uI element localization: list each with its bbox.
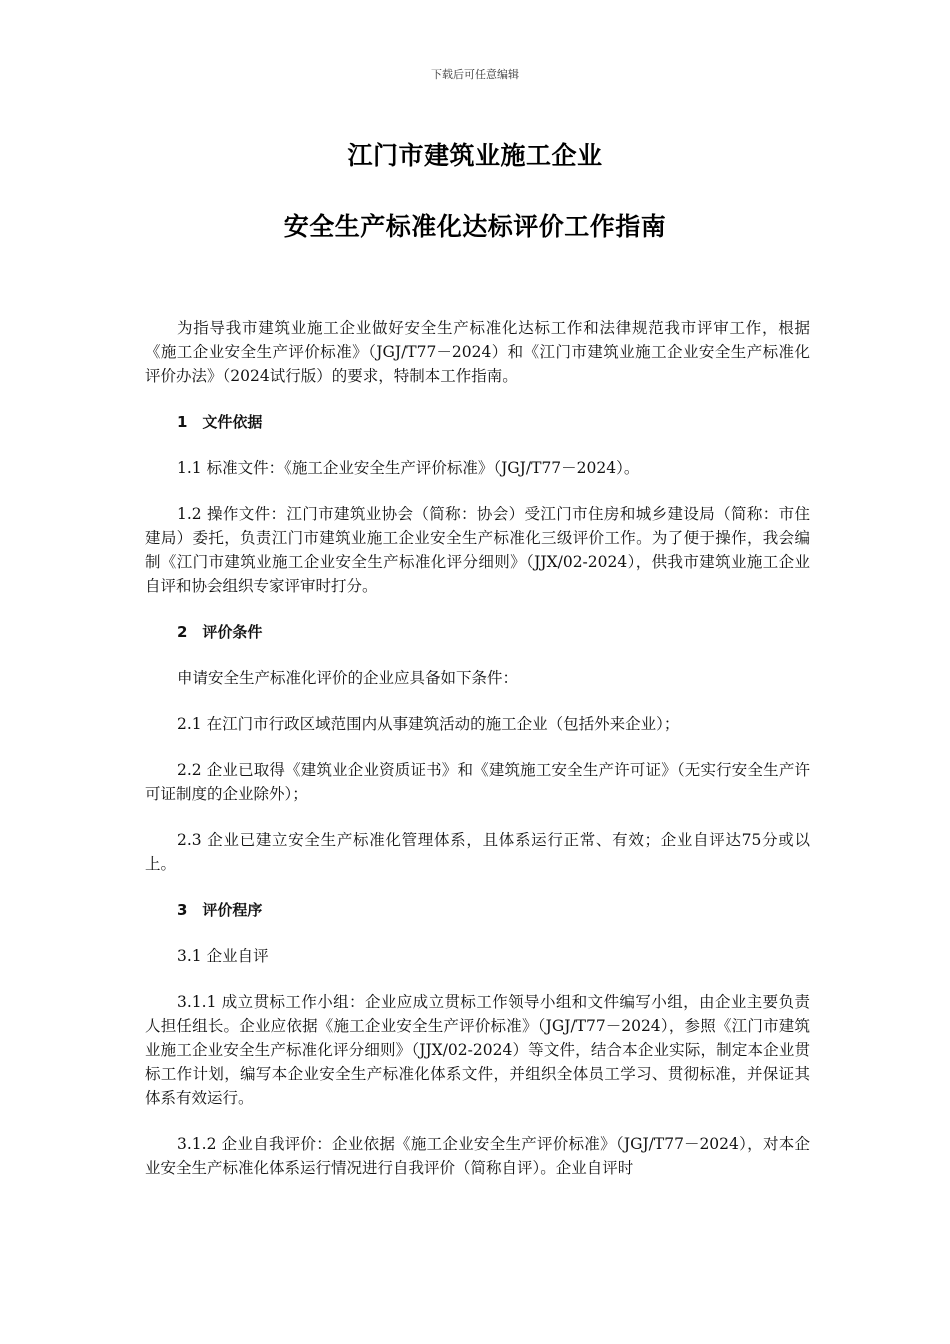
header-note: 下载后可任意编辑	[431, 68, 519, 81]
section-2-heading: 2 评价条件	[177, 623, 263, 641]
paragraph-2-2: 2.2 企业已取得《建筑业企业资质证书》和《建筑施工安全生产许可证》（无实行安全生产许可证制度的企业除外）；	[145, 761, 810, 803]
paragraph-3-1-2: 3.1.2 企业自我评价：企业依据《施工企业安全生产评价标准》（JGJ/T77－2024），对本企业安全生产标准化体系运行情况进行自我评价（简称自评）。企业自评时	[145, 1135, 810, 1177]
paragraph-1-2: 1.2 操作文件：江门市建筑业协会（简称：协会）受江门市住房和城乡建设局（简称：市住建局）委托，负责江门市建筑业施工企业安全生产标准化三级评价工作。为了便于操作，我会编制《江门市建筑业施工企业安全生产标准化评分细则》（JJX/02-2024），供我市建筑业施工企业自评和协会组织专家评审时打分。	[145, 505, 810, 595]
intro-paragraph: 为指导我市建筑业施工企业做好安全生产标准化达标工作和法律规范我市评审工作，根据《施工企业安全生产评价标准》（JGJ/T77－2024）和《江门市建筑业施工企业安全生产标准化评价办法》（2024试行版）的要求，特制本工作指南。	[145, 319, 810, 385]
document-body	[145, 316, 810, 1202]
document-title-line-2: 安全生产标准化达标评价工作指南	[283, 212, 667, 241]
paragraph-2-1: 2.1 在江门市行政区域范围内从事建筑活动的施工企业（包括外来企业）；	[177, 715, 680, 733]
document-title-line-1: 江门市建筑业施工企业	[347, 141, 603, 170]
paragraph-2-lead: 申请安全生产标准化评价的企业应具备如下条件：	[177, 669, 519, 687]
paragraph-1-1: 1.1 标准文件：《施工企业安全生产评价标准》（JGJ/T77－2024）。	[177, 459, 640, 477]
section-1-heading: 1 文件依据	[177, 413, 263, 431]
paragraph-3-1-1: 3.1.1 成立贯标工作小组：企业应成立贯标工作领导小组和文件编写小组，由企业主要负责人担任组长。企业应依据《施工企业安全生产评价标准》（JGJ/T77－2024），参照《江门市建筑业施工企业安全生产标准化评分细则》（JJX/02-2024）等文件，结合本企业实际，制定本企业贯标工作计划，编写本企业安全生产标准化体系文件，并组织全体员工学习、贯彻标准，并保证其体系有效运行。	[145, 993, 810, 1107]
paragraph-3-1: 3.1 企业自评	[177, 947, 269, 965]
section-3-heading: 3 评价程序	[177, 901, 263, 919]
paragraph-2-3: 2.3 企业已建立安全生产标准化管理体系，且体系运行正常、有效；企业自评达75分或以上。	[145, 831, 810, 873]
